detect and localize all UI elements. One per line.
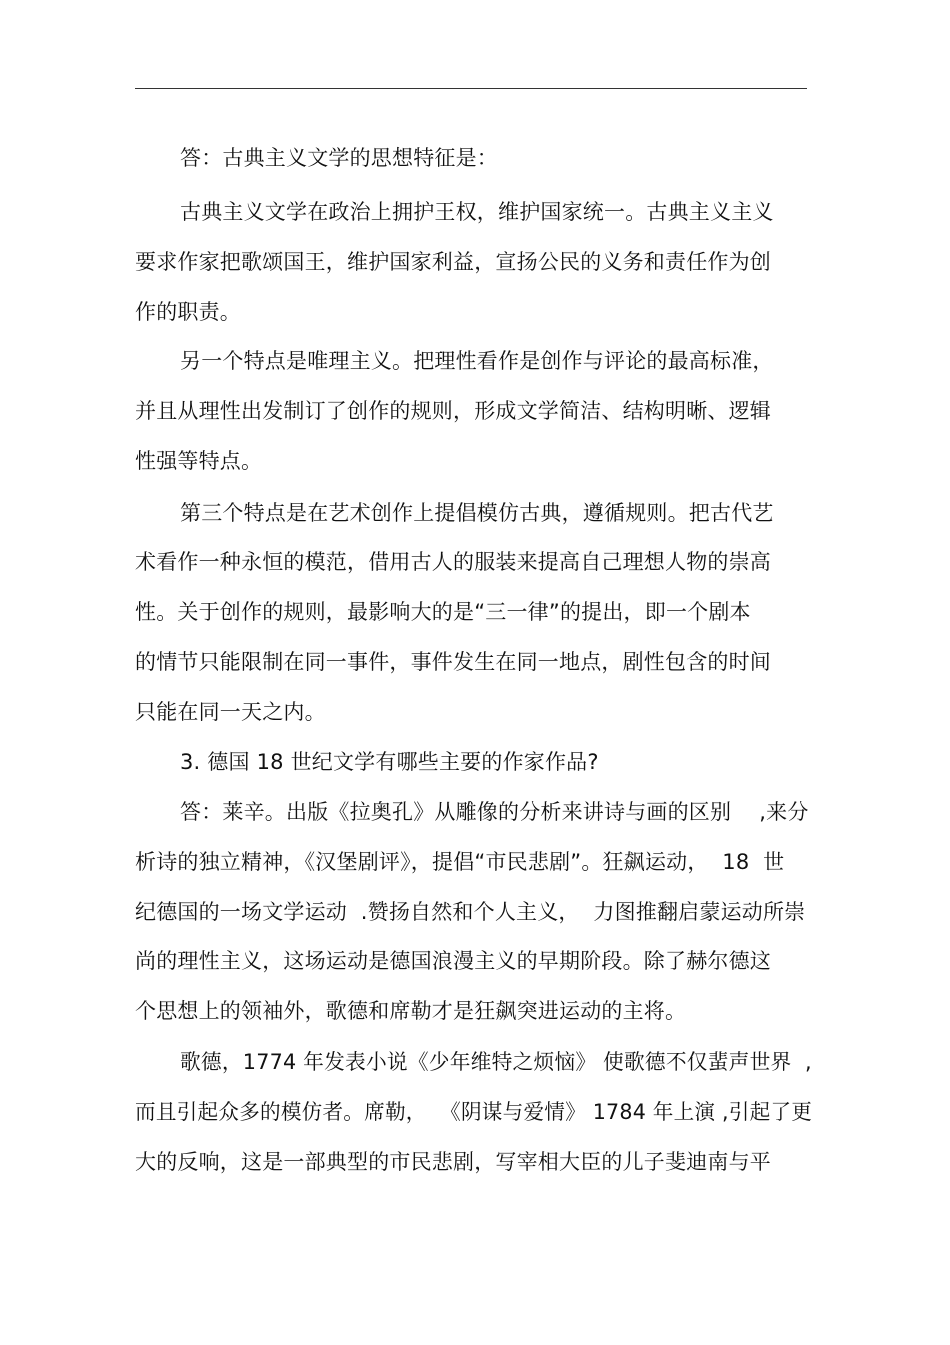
text-line: 性。关于创作的规则，最影响大的是“三一律”的提出，即一个剧本 bbox=[135, 600, 751, 624]
text-line: 并且从理性出发制订了创作的规则，形成文学简洁、结构明晰、逻辑 bbox=[135, 399, 771, 423]
text-line: 尚的理性主义，这场运动是德国浪漫主义的早期阶段。除了赫尔德这 bbox=[135, 949, 771, 973]
text-line: 术看作一种永恒的模范，借用古人的服装来提高自己理想人物的崇高 bbox=[135, 550, 771, 574]
text-line: 另一个特点是唯理主义。把理性看作是创作与评论的最高标准， bbox=[180, 349, 774, 373]
text-line: 只能在同一天之内。 bbox=[135, 700, 326, 724]
text-line: 歌德，1774 年发表小说《少年维特之烦恼》 使歌德不仅蜚声世界 , bbox=[180, 1050, 812, 1074]
text-line: 大的反响，这是一部典型的市民悲剧，写宰相大臣的儿子斐迪南与平 bbox=[135, 1150, 771, 1174]
text-line: 纪德国的一场文学运动 .赞扬自然和个人主义， 力图推翻启蒙运动所崇 bbox=[135, 900, 806, 924]
text-line: 答：古典主义文学的思想特征是： bbox=[180, 146, 498, 170]
text-line: 要求作家把歌颂国王，维护国家利益，宣扬公民的义务和责任作为创 bbox=[135, 250, 771, 274]
header-rule bbox=[135, 88, 807, 89]
text-line: 而且引起众多的模仿者。席勒， 《阴谋与爱情》 1784 年上演 ,引起了更 bbox=[135, 1100, 813, 1124]
text-line: 第三个特点是在艺术创作上提倡模仿古典，遵循规则。把古代艺 bbox=[180, 501, 774, 525]
text-line: 性强等特点。 bbox=[135, 449, 263, 473]
text-line: 答：莱辛。出版《拉奥孔》从雕像的分析来讲诗与画的区别 ,来分 bbox=[180, 800, 809, 824]
text-line: 个思想上的领袖外，歌德和席勒才是狂飙突进运动的主将。 bbox=[135, 999, 687, 1023]
section-heading: 3. 德国 18 世纪文学有哪些主要的作家作品? bbox=[180, 750, 599, 774]
text-line: 作的职责。 bbox=[135, 300, 241, 324]
text-line: 古典主义文学在政治上拥护王权，维护国家统一。古典主义主义 bbox=[180, 200, 774, 224]
text-line: 析诗的独立精神，《汉堡剧评》，提倡“市民悲剧”。狂飙运动， 18 世 bbox=[135, 850, 785, 874]
text-line: 的情节只能限制在同一事件，事件发生在同一地点，剧性包含的时间 bbox=[135, 650, 771, 674]
